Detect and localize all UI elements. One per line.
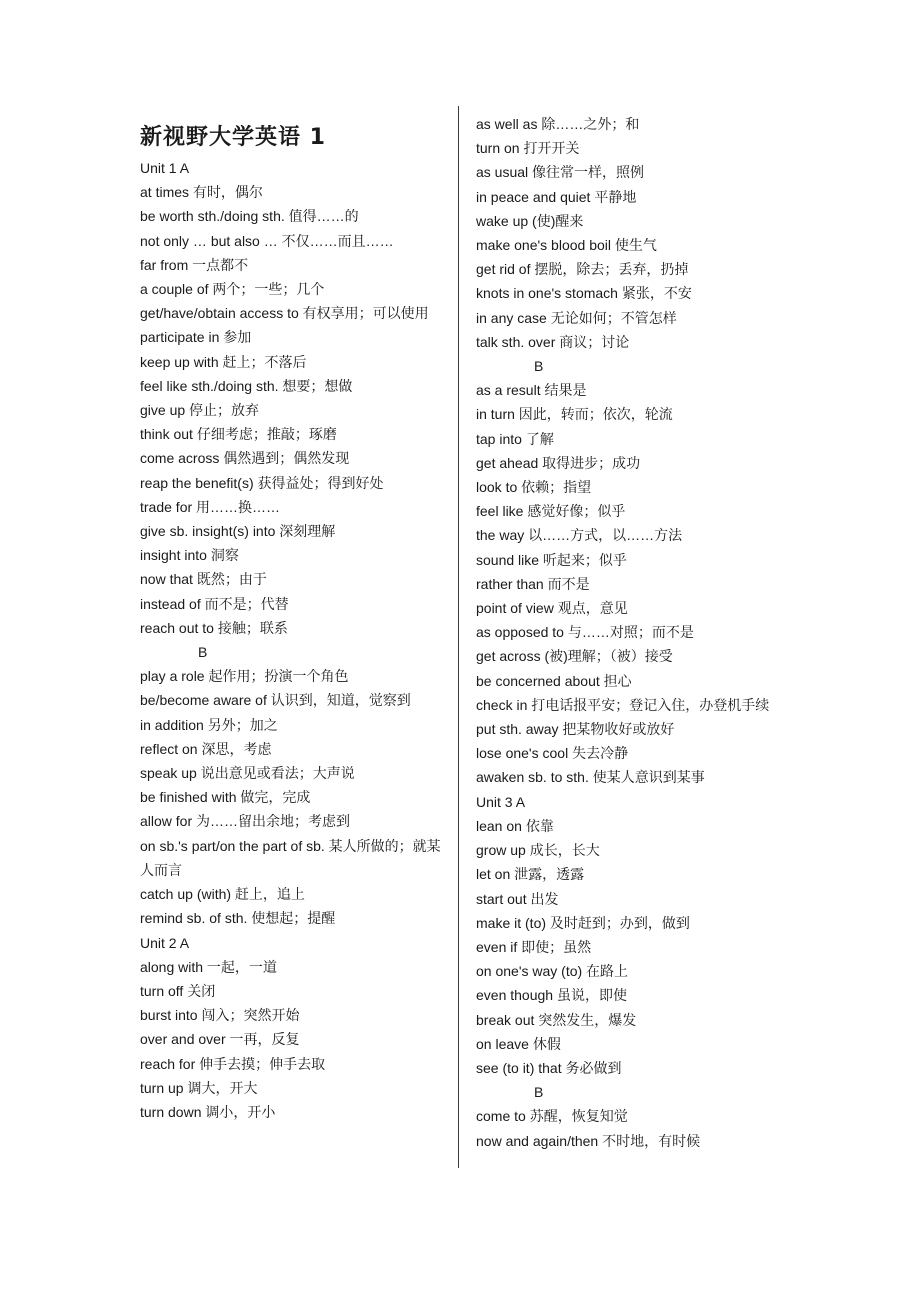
vocab-entry: lean on 依靠	[476, 817, 554, 834]
vocab-entry: reflect on 深思，考虑	[140, 740, 272, 757]
section-heading: B	[534, 358, 544, 375]
vocab-entry: at times 有时，偶尔	[140, 184, 263, 201]
vocab-entry: the way 以……方式，以……方法	[476, 527, 683, 544]
vocab-entry: keep up with 赶上；不落后	[140, 353, 307, 370]
vocab-entry: even if 即使；虽然	[476, 938, 592, 955]
vocab-entry: in turn 因此，转而；依次，轮流	[476, 406, 673, 423]
vocab-entry: get rid of 摆脱，除去；丢弃，扔掉	[476, 261, 689, 278]
vocab-entry: reach for 伸手去摸；伸手去取	[140, 1055, 326, 1072]
vocab-entry: as a result 结果是	[476, 382, 587, 399]
section-heading: B	[534, 1084, 544, 1101]
vocab-entry: on leave 休假	[476, 1035, 561, 1052]
vocab-entry: wake up (使)醒来	[476, 212, 584, 229]
vocab-entry: trade for 用……换……	[140, 498, 281, 515]
vocab-entry: turn up 调大，开大	[140, 1079, 258, 1096]
vocab-entry: on sb.'s part/on the part of sb. 某人所做的；就某人而言	[140, 837, 441, 878]
vocab-entry: play a role 起作用；扮演一个角色	[140, 668, 349, 685]
vocab-entry: burst into 闯入；突然开始	[140, 1007, 300, 1024]
vocab-entry: get ahead 取得进步；成功	[476, 454, 641, 471]
vocab-entry: be/become aware of 认识到，知道，觉察到	[140, 692, 411, 709]
vocab-entry: think out 仔细考虑；推敲；琢磨	[140, 426, 337, 443]
vocab-entry: now and again/then 不时地，有时候	[476, 1132, 701, 1149]
vocab-entry: catch up (with) 赶上，追上	[140, 886, 305, 903]
vocab-entry: point of view 观点，意见	[476, 600, 628, 617]
vocab-entry: not only … but also … 不仅……而且……	[140, 232, 394, 249]
vocab-entry: sound like 听起来；似乎	[476, 551, 627, 568]
vocab-entry: as usual 像往常一样，照例	[476, 164, 645, 181]
vocab-entry: far from 一点都不	[140, 256, 249, 273]
left-column	[140, 156, 446, 1124]
section-heading: B	[198, 644, 208, 661]
vocab-entry: check in 打电话报平安；登记入住，办登机手续	[476, 696, 770, 713]
unit-heading: Unit 2 A	[140, 934, 190, 951]
vocab-entry: a couple of 两个；一些；几个	[140, 281, 325, 298]
vocab-entry: come across 偶然遇到；偶然发现	[140, 450, 350, 467]
vocab-entry: give up 停止；放弃	[140, 402, 260, 419]
vocab-entry: rather than 而不是	[476, 575, 590, 592]
vocab-entry: knots in one's stomach 紧张，不安	[476, 285, 692, 302]
vocab-entry: talk sth. over 商议；讨论	[476, 333, 630, 350]
page-title: 新视野大学英语 1	[140, 125, 326, 150]
vocab-entry: look to 依赖；指望	[476, 479, 592, 496]
vocab-entry: see (to it) that 务必做到	[476, 1059, 622, 1076]
vocab-entry: start out 出发	[476, 890, 559, 907]
vocab-entry: in peace and quiet 平静地	[476, 188, 637, 205]
vocab-entry: awaken sb. to sth. 使某人意识到某事	[476, 769, 705, 786]
vocab-entry: grow up 成长，长大	[476, 842, 600, 859]
vocab-entry: lose one's cool 失去冷静	[476, 745, 629, 762]
vocab-entry: in any case 无论如何；不管怎样	[476, 309, 677, 326]
vocab-entry: speak up 说出意见或看法；大声说	[140, 765, 355, 782]
vocab-entry: now that 既然；由于	[140, 571, 267, 588]
column-divider	[458, 106, 459, 1168]
vocab-entry: let on 泄露，透露	[476, 866, 585, 883]
vocab-entry: over and over 一再，反复	[140, 1031, 300, 1048]
vocab-entry: in addition 另外；加之	[140, 716, 278, 733]
vocab-entry: turn down 调小，开小	[140, 1103, 276, 1120]
vocab-entry: come to 苏醒，恢复知觉	[476, 1108, 628, 1125]
vocab-entry: feel like sth./doing sth. 想要；想做	[140, 377, 353, 394]
vocab-entry: on one's way (to) 在路上	[476, 963, 629, 980]
vocab-entry: give sb. insight(s) into 深刻理解	[140, 523, 336, 540]
vocab-entry: be finished with 做完，完成	[140, 789, 311, 806]
vocab-entry: insight into 洞察	[140, 547, 239, 564]
vocab-entry: reap the benefit(s) 获得益处；得到好处	[140, 474, 384, 491]
vocab-entry: along with 一起，一道	[140, 958, 277, 975]
vocab-entry: get/have/obtain access to 有权享用；可以使用	[140, 305, 429, 322]
vocab-entry: remind sb. of sth. 使想起；提醒	[140, 910, 336, 927]
vocab-entry: be worth sth./doing sth. 值得……的	[140, 208, 359, 225]
vocab-entry: instead of 而不是；代替	[140, 595, 289, 612]
vocab-entry: turn off 关闭	[140, 982, 216, 999]
vocab-entry: participate in 参加	[140, 329, 252, 346]
vocab-entry: turn on 打开开关	[476, 140, 580, 157]
right-column	[476, 112, 786, 1153]
vocab-entry: make it (to) 及时赶到；办到，做到	[476, 914, 690, 931]
vocab-entry: put sth. away 把某物收好或放好	[476, 721, 675, 738]
vocab-entry: even though 虽说，即使	[476, 987, 627, 1004]
vocab-entry: reach out to 接触；联系	[140, 619, 288, 636]
vocab-entry: break out 突然发生，爆发	[476, 1011, 637, 1028]
vocab-entry: as opposed to 与……对照；而不是	[476, 624, 694, 641]
vocab-entry: tap into 了解	[476, 430, 554, 447]
vocab-entry: feel like 感觉好像；似乎	[476, 503, 626, 520]
vocab-entry: allow for 为……留出余地；考虑到	[140, 813, 351, 830]
vocab-entry: make one's blood boil 使生气	[476, 237, 657, 254]
unit-heading: Unit 1 A	[140, 160, 190, 176]
vocab-entry: be concerned about 担心	[476, 672, 632, 689]
vocab-entry: as well as 除……之外；和	[476, 116, 640, 132]
unit-heading: Unit 3 A	[476, 793, 526, 810]
vocab-entry: get across (被)理解；（被）接受	[476, 648, 673, 665]
